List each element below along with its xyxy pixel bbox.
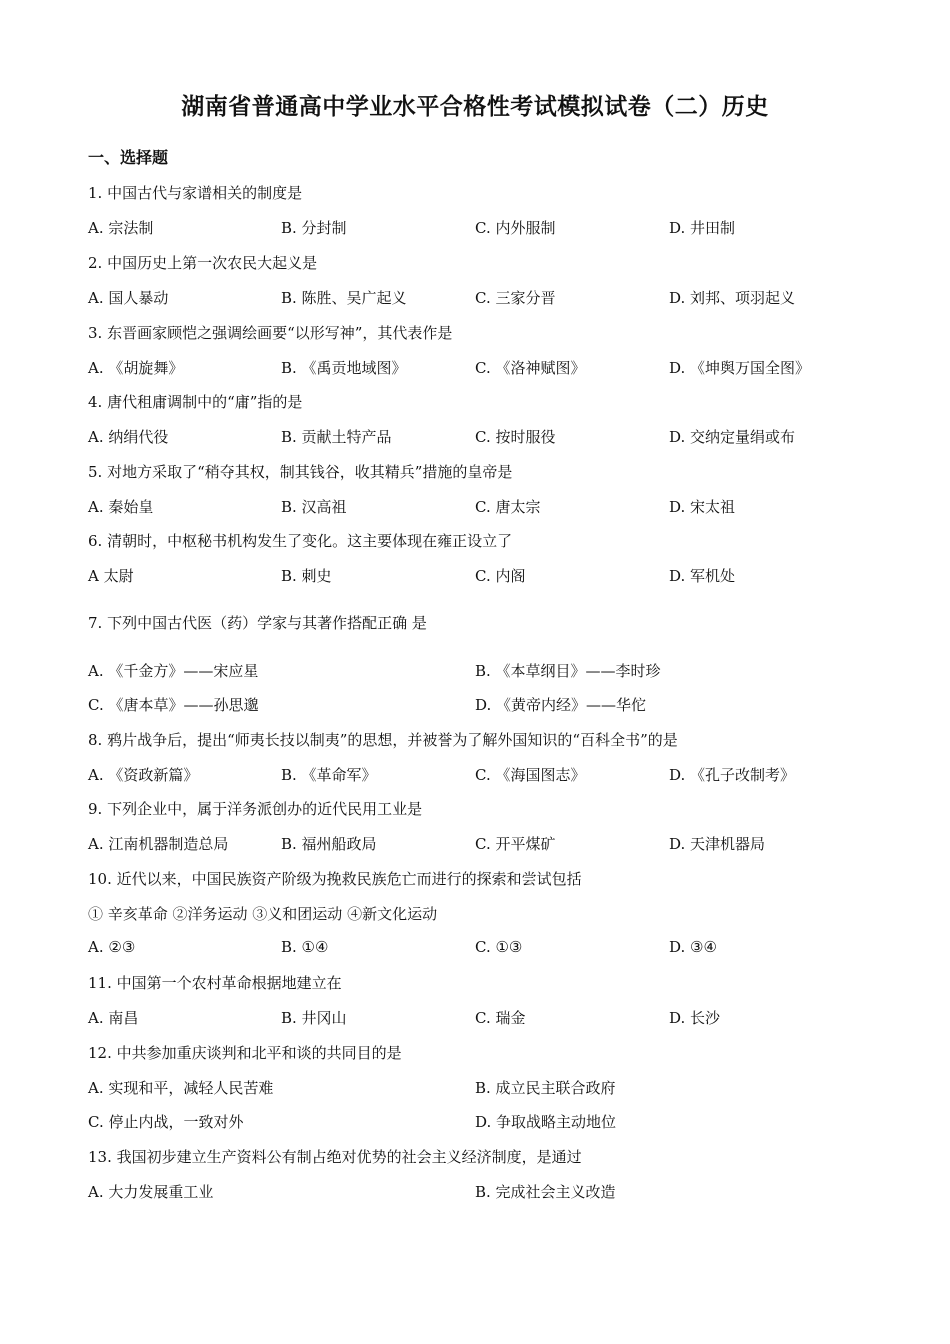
q10-option-c: C. ①③ — [475, 938, 523, 956]
q6-option-b: B. 刺史 — [281, 567, 332, 585]
q3-option-b: B. 《禹贡地域图》 — [281, 359, 407, 377]
q12-option-b: B. 成立民主联合政府 — [475, 1079, 616, 1097]
q8-option-b: B. 《革命军》 — [281, 766, 377, 784]
q4-option-d: D. 交纳定量绢或布 — [669, 428, 796, 446]
q5-option-a: A. 秦始皇 — [88, 498, 154, 516]
q1-option-a: A. 宗法制 — [88, 219, 154, 237]
question-10: 10. 近代以来，中国民族资产阶级为挽救民族危亡而进行的探索和尝试包括 — [88, 870, 582, 888]
q12-option-c: C. 停止内战，一致对外 — [88, 1113, 244, 1131]
q6-option-a: A 太尉 — [88, 567, 134, 585]
q5-option-d: D. 宋太祖 — [669, 498, 736, 516]
q1-option-b: B. 分封制 — [281, 219, 347, 237]
q8-option-d: D. 《孔子改制考》 — [669, 766, 796, 784]
question-8: 8. 鸦片战争后，提出“师夷长技以制夷”的思想，并被誉为了解外国知识的“百科全书”的是 — [88, 731, 678, 749]
question-9: 9. 下列企业中，属于洋务派创办的近代民用工业是 — [88, 800, 423, 818]
q2-option-d: D. 刘邦、项羽起义 — [669, 289, 796, 307]
q13-option-b: B. 完成社会主义改造 — [475, 1183, 616, 1201]
q4-option-b: B. 贡献土特产品 — [281, 428, 392, 446]
q12-option-a: A. 实现和平，减轻人民苦难 — [88, 1079, 274, 1097]
q12-option-d: D. 争取战略主动地位 — [475, 1113, 617, 1131]
q7-option-a: A. 《千金方》——宋应星 — [88, 662, 259, 680]
q13-option-a: A. 大力发展重工业 — [88, 1183, 214, 1201]
q10-option-a: A. ②③ — [88, 938, 136, 956]
q4-option-a: A. 纳绢代役 — [88, 428, 169, 446]
q10-option-b: B. ①④ — [281, 938, 329, 956]
q9-option-c: C. 开平煤矿 — [475, 835, 556, 853]
question-13: 13. 我国初步建立生产资料公有制占绝对优势的社会主义经济制度，是通过 — [88, 1148, 582, 1166]
question-1: 1. 中国古代与家谱相关的制度是 — [88, 184, 303, 202]
question-12: 12. 中共参加重庆谈判和北平和谈的共同目的是 — [88, 1044, 402, 1062]
question-5: 5. 对地方采取了“稍夺其权，制其钱谷，收其精兵”措施的皇帝是 — [88, 463, 513, 481]
q8-option-a: A. 《资政新篇》 — [88, 766, 199, 784]
page-title: 湖南省普通高中学业水平合格性考试模拟试卷（二）历史 — [181, 93, 769, 120]
q11-option-a: A. 南昌 — [88, 1009, 139, 1027]
q9-option-a: A. 江南机器制造总局 — [88, 835, 229, 853]
q7-option-c: C. 《唐本草》——孙思邈 — [88, 696, 259, 714]
q5-option-c: C. 唐太宗 — [475, 498, 541, 516]
section-heading: 一、选择题 — [88, 148, 169, 167]
q11-option-c: C. 瑞金 — [475, 1009, 526, 1027]
q11-option-b: B. 井冈山 — [281, 1009, 347, 1027]
q10-statements: ① 辛亥革命 ②洋务运动 ③义和团运动 ④新文化运动 — [88, 905, 438, 923]
question-3: 3. 东晋画家顾恺之强调绘画要“以形写神”，其代表作是 — [88, 324, 453, 342]
q8-option-c: C. 《海国图志》 — [475, 766, 586, 784]
q6-option-c: C. 内阁 — [475, 567, 526, 585]
q6-option-d: D. 军机处 — [669, 567, 736, 585]
q3-option-c: C. 《洛神赋图》 — [475, 359, 586, 377]
question-4: 4. 唐代租庸调制中的“庸”指的是 — [88, 393, 303, 411]
q3-option-a: A. 《胡旋舞》 — [88, 359, 184, 377]
q2-option-a: A. 国人暴动 — [88, 289, 169, 307]
question-7: 7. 下列中国古代医（药）学家与其著作搭配正确 是 — [88, 614, 427, 632]
q2-option-b: B. 陈胜、吴广起义 — [281, 289, 407, 307]
q7-option-b: B. 《本草纲目》——李时珍 — [475, 662, 661, 680]
q4-option-c: C. 按时服役 — [475, 428, 556, 446]
q11-option-d: D. 长沙 — [669, 1009, 721, 1027]
q1-option-d: D. 井田制 — [669, 219, 736, 237]
question-2: 2. 中国历史上第一次农民大起义是 — [88, 254, 318, 272]
q9-option-d: D. 天津机器局 — [669, 835, 766, 853]
q1-option-c: C. 内外服制 — [475, 219, 556, 237]
q10-option-d: D. ③④ — [669, 938, 717, 956]
q7-option-d: D. 《黄帝内经》——华佗 — [475, 696, 647, 714]
q9-option-b: B. 福州船政局 — [281, 835, 377, 853]
q5-option-b: B. 汉高祖 — [281, 498, 347, 516]
question-6: 6. 清朝时，中枢秘书机构发生了变化。这主要体现在雍正设立了 — [88, 532, 513, 550]
q2-option-c: C. 三家分晋 — [475, 289, 556, 307]
question-11: 11. 中国第一个农村革命根据地建立在 — [88, 974, 342, 992]
q3-option-d: D. 《坤舆万国全图》 — [669, 359, 811, 377]
